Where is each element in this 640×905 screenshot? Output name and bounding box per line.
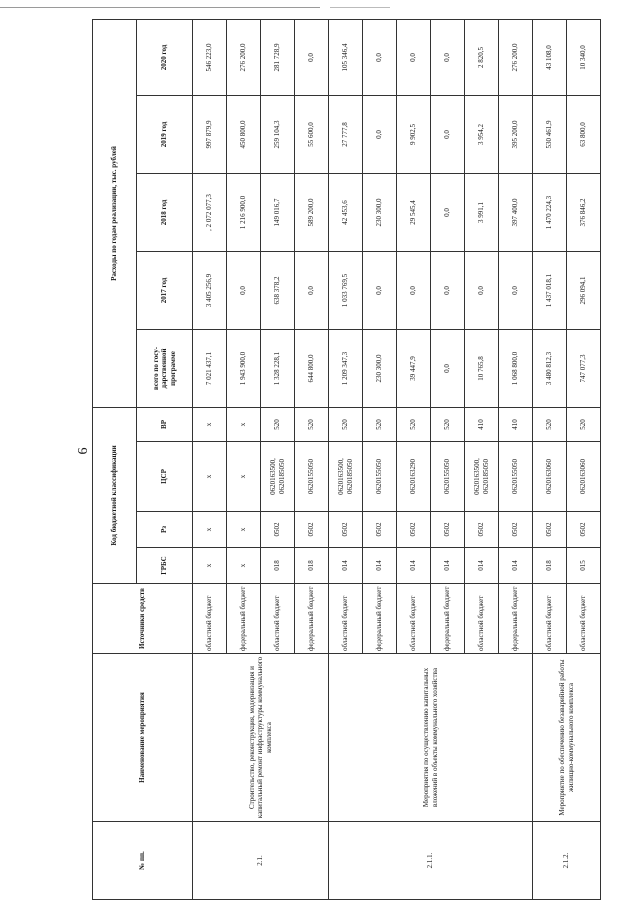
cell-csr: х [227, 442, 261, 512]
cell-grbs: х [193, 548, 227, 584]
cell-y2017: 0,0 [227, 251, 261, 329]
cell-y2020: 546 223,0 [193, 19, 227, 95]
header-source: Источники средств [93, 584, 193, 654]
cell-csr: 0620155050 [295, 442, 329, 512]
cell-rz: 0502 [295, 512, 329, 548]
cell-y2020: 0,0 [431, 19, 465, 95]
cell-source: федеральный бюджет [295, 584, 329, 654]
cell-rz: 0502 [397, 512, 431, 548]
cell-rz: 0502 [431, 512, 465, 548]
activity-name: Мероприятие по обеспечению безаварийной работы жилищно-коммунального комплекса [533, 654, 601, 822]
cell-total: 3 480 812,3 [533, 329, 567, 407]
cell-rz: 0502 [261, 512, 295, 548]
header-2018: 2018 год [137, 173, 193, 251]
page-number: 6 [76, 447, 91, 455]
cell-y2019: 9 902,5 [397, 95, 431, 173]
cell-vr: х [227, 407, 261, 441]
table-row [193, 19, 227, 899]
cell-y2018: 42 453,6 [329, 173, 363, 251]
cell-grbs: 018 [261, 548, 295, 584]
cell-y2018: 376 846,2 [567, 173, 601, 251]
cell-y2018: , 2 072 077,3 [193, 173, 227, 251]
cell-y2019: 530 461,9 [533, 95, 567, 173]
cell-grbs: 014 [397, 548, 431, 584]
cell-source: областной бюджет [533, 584, 567, 654]
activity-name: Строительство, реконструкция, модернизация и капитальный ремонт инфраструктуры коммунального комплекса [193, 654, 329, 822]
cell-total: 7 021 437,1 [193, 329, 227, 407]
cell-total: 1 328 228,1 [261, 329, 295, 407]
cell-vr: 520 [363, 407, 397, 441]
cell-y2019: 63 800,0 [567, 95, 601, 173]
cell-y2017: 0,0 [397, 251, 431, 329]
cell-vr: 520 [533, 407, 567, 441]
cell-y2018: 29 545,4 [397, 173, 431, 251]
cell-rz: 0502 [499, 512, 533, 548]
cell-grbs: х [227, 548, 261, 584]
cell-y2017: 0,0 [431, 251, 465, 329]
header-name: Наименование мероприятия [93, 654, 193, 822]
cell-y2020: 276 200,0 [499, 19, 533, 95]
cell-y2019: 0,0 [363, 95, 397, 173]
cell-total: 747 077,3 [567, 329, 601, 407]
cell-csr: 0620163500, 0620185050 [261, 442, 295, 512]
header-rz: Рз [137, 512, 193, 548]
cell-y2018: 589 200,0 [295, 173, 329, 251]
cell-vr: 520 [261, 407, 295, 441]
cell-y2017: 0,0 [499, 251, 533, 329]
cell-grbs: 018 [533, 548, 567, 584]
cell-source: федеральный бюджет [227, 584, 261, 654]
header-vr: ВР [137, 407, 193, 441]
cell-y2018: 230 300,0 [363, 173, 397, 251]
cell-csr: 0620155050 [499, 442, 533, 512]
cell-csr: 0620163500, 0620185050 [329, 442, 363, 512]
header-budget-code: Код бюджетной классификации [93, 407, 137, 583]
cell-y2017: 0,0 [363, 251, 397, 329]
header-expenses: Расходы по годам реализации, тыс. рублей [93, 19, 137, 407]
cell-y2017: 1 033 769,5 [329, 251, 363, 329]
cell-vr: 520 [295, 407, 329, 441]
cell-y2017: 3 405 256,9 [193, 251, 227, 329]
activity-name: Мероприятия по осуществлению капитальных вложений в объекты коммунального хозяйства [329, 654, 533, 822]
cell-source: областной бюджет [193, 584, 227, 654]
cell-rz: 0502 [465, 512, 499, 548]
cell-total: 644 800,0 [295, 329, 329, 407]
cell-vr: 410 [465, 407, 499, 441]
cell-y2017: 0,0 [465, 251, 499, 329]
cell-csr: 0620163060 [533, 442, 567, 512]
cell-source: областной бюджет [329, 584, 363, 654]
cell-y2018: 397 400,0 [499, 173, 533, 251]
cell-csr: 0620163290 [397, 442, 431, 512]
header-num: № пп. [93, 822, 193, 900]
cell-source: областной бюджет [465, 584, 499, 654]
cell-y2019: 55 600,0 [295, 95, 329, 173]
cell-y2019: 3 954,2 [465, 95, 499, 173]
cell-csr: х [193, 442, 227, 512]
cell-total: 230 300,0 [363, 329, 397, 407]
cell-y2017: 1 437 018,1 [533, 251, 567, 329]
header-grbs: ГРБС [137, 548, 193, 584]
cell-source: федеральный бюджет [363, 584, 397, 654]
cell-y2020: 2 820,5 [465, 19, 499, 95]
cell-y2020: 281 728,9 [261, 19, 295, 95]
cell-rz: 0502 [363, 512, 397, 548]
cell-vr: 520 [329, 407, 363, 441]
cell-vr: 520 [567, 407, 601, 441]
cell-y2018: 0,0 [431, 173, 465, 251]
header-2017: 2017 год [137, 251, 193, 329]
cell-y2019: 450 800,0 [227, 95, 261, 173]
header-2019: 2019 год [137, 95, 193, 173]
cell-vr: 410 [499, 407, 533, 441]
header-total: всего по госу-дарственной программе [137, 329, 193, 407]
cell-source: федеральный бюджет [431, 584, 465, 654]
cell-vr: 520 [397, 407, 431, 441]
cell-grbs: 015 [567, 548, 601, 584]
cell-y2018: 1 216 900,0 [227, 173, 261, 251]
cell-total: 1 943 900,0 [227, 329, 261, 407]
cell-grbs: 014 [499, 548, 533, 584]
cell-grbs: 018 [295, 548, 329, 584]
cell-csr: 0620163060 [567, 442, 601, 512]
cell-y2019: 27 777,8 [329, 95, 363, 173]
header-2020: 2020 год [137, 19, 193, 95]
cell-y2019: 0,0 [431, 95, 465, 173]
cell-source: областной бюджет [397, 584, 431, 654]
row-number: 2.1.1. [329, 822, 533, 900]
cell-source: федеральный бюджет [499, 584, 533, 654]
table-row [329, 19, 363, 899]
cell-total: 10 765,8 [465, 329, 499, 407]
cell-y2019: 395 200,0 [499, 95, 533, 173]
cell-y2020: 0,0 [397, 19, 431, 95]
cell-total: 1 209 347,3 [329, 329, 363, 407]
cell-total: 1 068 800,0 [499, 329, 533, 407]
row-number: 2.1.2. [533, 822, 601, 900]
cell-y2018: 149 016,7 [261, 173, 295, 251]
cell-y2019: 259 104,3 [261, 95, 295, 173]
cell-y2018: 3 991,1 [465, 173, 499, 251]
cell-y2018: 1 470 224,3 [533, 173, 567, 251]
header-csr: ЦСР [137, 442, 193, 512]
cell-y2017: 638 378,2 [261, 251, 295, 329]
cell-y2020: 0,0 [295, 19, 329, 95]
cell-rz: х [227, 512, 261, 548]
cell-y2019: 997 879,9 [193, 95, 227, 173]
cell-csr: 0620163500, 0620185050 [465, 442, 499, 512]
cell-vr: х [193, 407, 227, 441]
cell-source: областной бюджет [567, 584, 601, 654]
cell-y2017: 296 094,1 [567, 251, 601, 329]
cell-y2020: 0,0 [363, 19, 397, 95]
row-number: 2.1. [193, 822, 329, 900]
cell-grbs: 014 [431, 548, 465, 584]
cell-y2020: 43 108,0 [533, 19, 567, 95]
cell-vr: 520 [431, 407, 465, 441]
cell-grbs: 014 [329, 548, 363, 584]
cell-csr: 0620155050 [431, 442, 465, 512]
table-body [193, 19, 601, 899]
cell-grbs: 014 [465, 548, 499, 584]
budget-table [92, 19, 601, 900]
table-row [533, 19, 567, 899]
cell-source: областной бюджет [261, 584, 295, 654]
cell-rz: 0502 [533, 512, 567, 548]
cell-rz: 0502 [567, 512, 601, 548]
cell-y2020: 105 346,4 [329, 19, 363, 95]
cell-y2017: 0,0 [295, 251, 329, 329]
cell-total: 39 447,9 [397, 329, 431, 407]
cell-rz: 0502 [329, 512, 363, 548]
cell-grbs: 014 [363, 548, 397, 584]
cell-rz: х [193, 512, 227, 548]
cell-total: 0,0 [431, 329, 465, 407]
cell-y2020: 10 340,0 [567, 19, 601, 95]
cell-y2020: 276 200,0 [227, 19, 261, 95]
cell-csr: 0620155050 [363, 442, 397, 512]
